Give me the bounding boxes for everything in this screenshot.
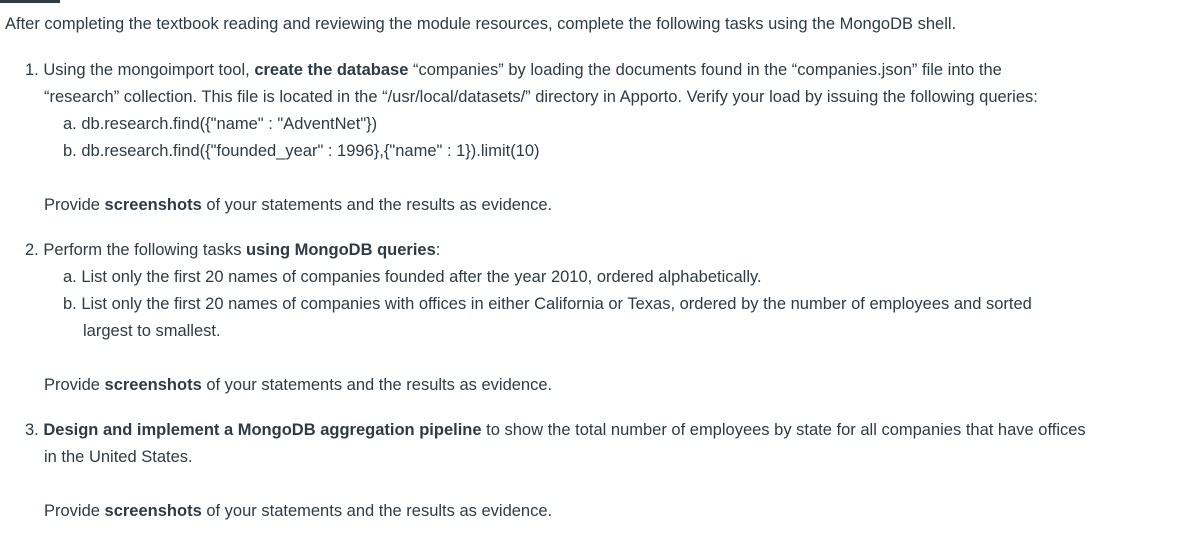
task3-bold: Design and implement a MongoDB aggregation pipeline (43, 421, 482, 439)
task3-line2: in the United States. (44, 448, 193, 466)
task2-item-a: a. List only the first 20 names of companies founded after the year 2010, ordered alphabetically. (63, 268, 762, 286)
evidence-note-3: Provide screenshots of your statements and the results as evidence. (44, 502, 553, 520)
intro-text: After completing the textbook reading and reviewing the module resources, complete the following tasks using the MongoDB shell. (5, 15, 957, 33)
task1-bold: create the database (254, 61, 409, 79)
task1-line1: 1. Using the mongoimport tool, create the database “companies” by loading the documents found in the “companies.json” file into the (25, 61, 1002, 79)
task3-line1: 3. Design and implement a MongoDB aggregation pipeline to show the total number of employees by state for all companies that have offices (25, 421, 1086, 439)
task2-line1: 2. Perform the following tasks using MongoDB queries: (25, 241, 441, 259)
evidence-note-2: Provide screenshots of your statements and the results as evidence. (44, 376, 553, 394)
task2-bold: using MongoDB queries (246, 241, 436, 259)
evidence-note-1: Provide screenshots of your statements and the results as evidence. (44, 196, 553, 214)
task1-line2: “research” collection. This file is located in the “/usr/local/datasets/” directory in Apporto. Verify your load by issuing the following queries: (44, 88, 1038, 106)
task2-number: 2. (25, 241, 39, 259)
task2-item-b-cont: largest to smallest. (83, 322, 221, 340)
task1-query-b: b. db.research.find({"founded_year" : 1996},{"name" : 1}).limit(10) (63, 142, 540, 160)
heading-remnant (0, 0, 60, 3)
task1-query-a: a. db.research.find({"name" : "AdventNet"}) (63, 115, 378, 133)
task3-number: 3. (25, 421, 39, 439)
task1-number: 1. (25, 61, 39, 79)
task2-item-b: b. List only the first 20 names of companies with offices in either California or Texas, ordered by the number of employees and sorted (63, 295, 1032, 313)
